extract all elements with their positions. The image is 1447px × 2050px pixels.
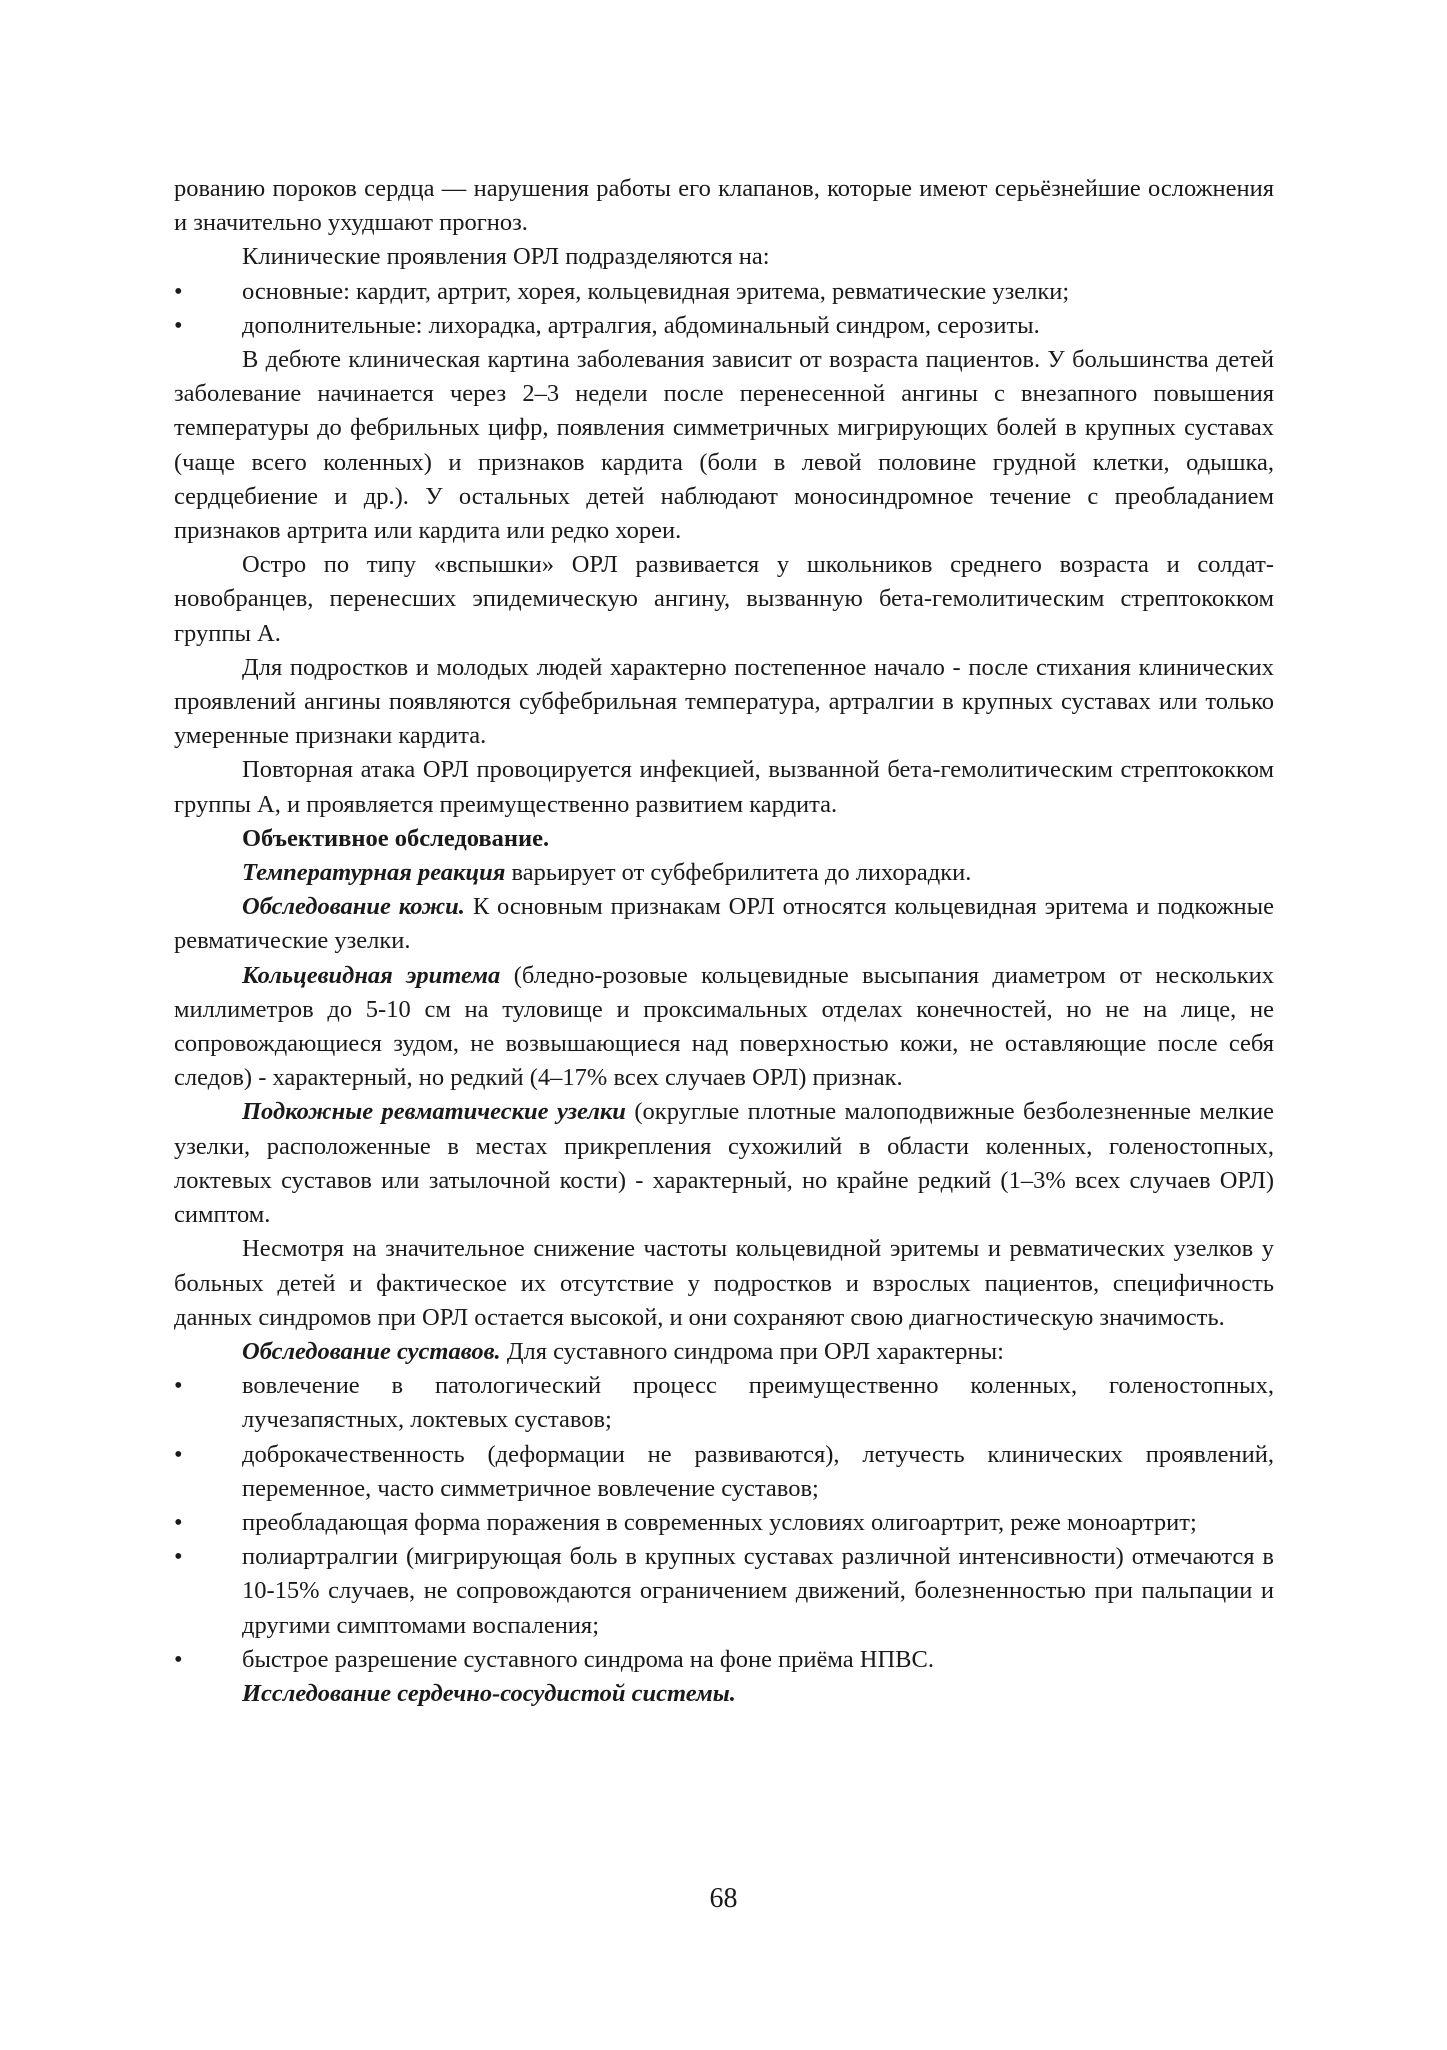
section-heading-objective bbox=[174, 822, 1274, 856]
list-item bbox=[174, 1369, 1274, 1437]
term-joints: Обследование суставов. bbox=[242, 1337, 501, 1365]
paragraph-classification-intro: Клинические проявления ОРЛ подразделяются на: bbox=[242, 243, 770, 271]
list-item-text: быстрое разрешение суставного синдрома на фоне приёма НПВС. bbox=[242, 1645, 934, 1673]
list-item bbox=[174, 1540, 1274, 1643]
page-number: 68 bbox=[709, 1883, 738, 1914]
list-item-text: полиартралгии (мигрирующая боль в крупных суставах различной интенсивности) отмечаются в 10-15% случаев, не сопровождаются ограничением движений, болезненностью при пальпации и другими симптомами воспаления; bbox=[242, 1543, 1274, 1639]
list-item bbox=[174, 1438, 1274, 1506]
list-item bbox=[174, 309, 1274, 343]
paragraph-adolescents: Для подростков и молодых людей характерно постепенное начало - после стихания клинических проявлений ангины появляются субфебрильная температура, артралгии в крупных суставах или только умеренные признаки кардита. bbox=[174, 653, 1274, 750]
paragraph-text: Для суставного синдрома при ОРЛ характерны: bbox=[500, 1337, 1004, 1365]
paragraph-text: варьирует от субфебрилитета до лихорадки. bbox=[505, 859, 972, 887]
term-temperature: Температурная реакция bbox=[242, 859, 506, 887]
list-item-text: преобладающая форма поражения в современных условиях олигоартрит, реже моноартрит; bbox=[242, 1508, 1197, 1536]
paragraph-joints bbox=[174, 1335, 1274, 1369]
list-item bbox=[174, 1506, 1274, 1540]
list-item-text: дополнительные: лихорадка, артралгия, абдоминальный синдром, серозиты. bbox=[242, 311, 1040, 339]
heading-text: Исследование сердечно-сосудистой системы. bbox=[242, 1679, 736, 1707]
paragraph-repeat-attack: Повторная атака ОРЛ провоцируется инфекцией, вызванной бета-гемолитическим стрептококком группы А, и проявляется преимущественно развитием кардита. bbox=[174, 756, 1274, 818]
bullet-icon: • bbox=[174, 277, 183, 305]
term-skin: Обследование кожи. bbox=[242, 893, 465, 921]
list-item bbox=[174, 275, 1274, 309]
list-item-text: вовлечение в патологический процесс преимущественно коленных, голеностопных, лучезапястных, локтевых суставов; bbox=[242, 1372, 1274, 1434]
paragraph-acute: Остро по типу «вспышки» ОРЛ развивается у школьников среднего возраста и солдат-новобранцев, перенесших эпидемическую ангину, вызванную бета-гемолитическим стрептококком группы А. bbox=[174, 551, 1274, 647]
bullet-icon: • bbox=[174, 1508, 183, 1536]
list-item-text: основные: кардит, артрит, хорея, кольцевидная эритема, ревматические узелки; bbox=[242, 277, 1070, 305]
section-heading-cardio bbox=[174, 1677, 1274, 1711]
list-item-text: доброкачественность (деформации не развиваются), летучесть клинических проявлений, переменное, часто симметричное вовлечение суставов; bbox=[242, 1440, 1274, 1502]
bullet-icon: • bbox=[174, 1372, 183, 1400]
paragraph-text: (округлые плотные малоподвижные безболезненные мелкие узелки, расположенные в местах прикрепления сухожилий в области коленных, голеностопных, локтевых суставов или затылочной кости) - характерный, но крайне редкий (1–3% всех случаев ОРЛ) симптом. bbox=[174, 1098, 1274, 1229]
heading-text: Объективное обследование. bbox=[242, 824, 550, 852]
term-erythema: Кольцевидная эритема bbox=[242, 961, 501, 989]
paragraph-text: (бледно-розовые кольцевидные высыпания диаметром от нескольких миллиметров до 5-10 см на туловище и проксимальных отделах конечностей, но не на лице, не сопровождающиеся зудом, не возвышающиеся над поверхностью кожи, не оставляющие после себя следов) - характерный, но редкий (4–17% всех случаев ОРЛ) признак. bbox=[174, 961, 1274, 1092]
list-item bbox=[174, 1643, 1274, 1677]
paragraph-nodules bbox=[174, 1095, 1274, 1232]
page-body bbox=[174, 172, 1274, 1711]
paragraph-text: К основным признакам ОРЛ относятся кольцевидная эритема и подкожные ревматические узелки. bbox=[174, 893, 1275, 955]
paragraph-specificity: Несмотря на значительное снижение частоты кольцевидной эритемы и ревматических узелков у больных детей и фактическое их отсутствие у подростков и взрослых пациентов, специфичность данных синдромов при ОРЛ остается высокой, и они сохраняют свою диагностическую значимость. bbox=[174, 1235, 1274, 1331]
bullet-icon: • bbox=[174, 1645, 183, 1673]
bullet-icon: • bbox=[174, 1440, 183, 1468]
paragraph-erythema bbox=[174, 959, 1274, 1096]
paragraph-continuation: рованию пороков сердца — нарушения работы его клапанов, которые имеют серьёзнейшие осложнения и значительно ухудшают прогноз. bbox=[174, 175, 1274, 237]
term-nodules: Подкожные ревматические узелки bbox=[242, 1098, 626, 1126]
bullet-icon: • bbox=[174, 1543, 183, 1571]
paragraph-skin bbox=[174, 890, 1274, 958]
paragraph-temperature bbox=[174, 856, 1274, 890]
bullet-icon: • bbox=[174, 311, 183, 339]
paragraph-debut: В дебюте клиническая картина заболевания зависит от возраста пациентов. У большинства детей заболевание начинается через 2–3 недели после перенесенной ангины с внезапного повышения температуры до фебрильных цифр, появления симметричных мигрирующих болей в крупных суставах (чаще всего коленных) и признаков кардита (боли в левой половине грудной клетки, одышка, сердцебиение и др.). У остальных детей наблюдают моносиндромное течение с преобладанием признаков артрита или кардита или редко хореи. bbox=[174, 346, 1274, 545]
